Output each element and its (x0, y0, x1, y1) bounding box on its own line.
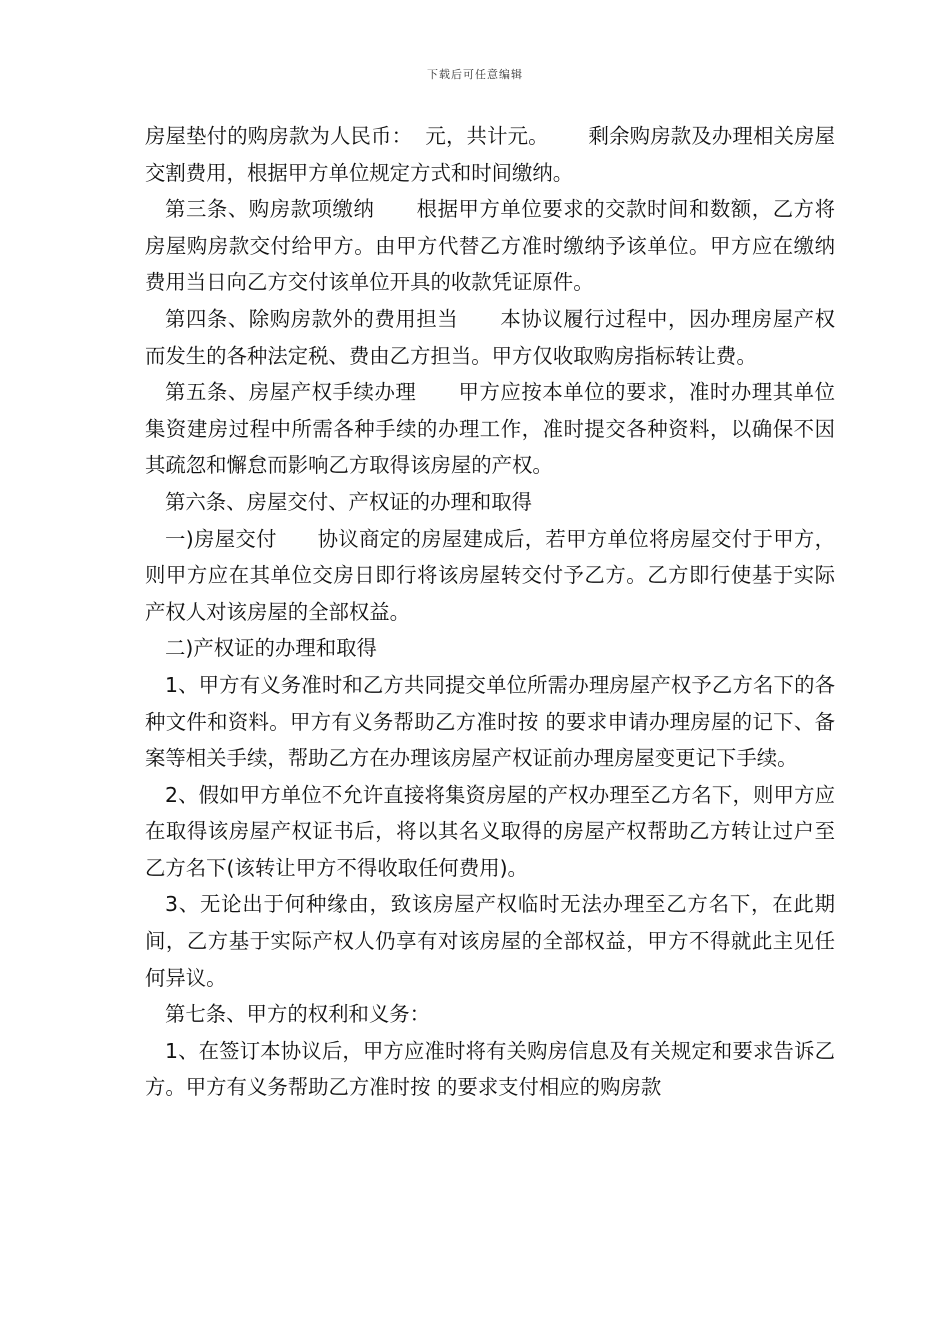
section-heading: 第六条、房屋交付、产权证的办理和取得 (165, 489, 533, 514)
sub-heading: 二)产权证的办理和取得 (165, 636, 377, 661)
paragraph: 1、甲方有义务准时和乙方共同提交单位所需办理房屋产权予乙方名下的各种文件和资料。甲方有义务帮助乙方准时按 的要求申请办理房屋的记下、备案等相关手续，帮助乙方在办理该房屋产权证前办理房屋变更记下手续。 (145, 672, 835, 771)
paragraph: 2、假如甲方单位不允许直接将集资房屋的产权办理至乙方名下，则甲方应在取得该房屋产权证书后，将以其名义取得的房屋产权帮助乙方转让过户至乙方名下(该转让甲方不得收取任何费用)。 (145, 782, 835, 880)
section-heading: 第七条、甲方的权利和义务： (165, 1002, 431, 1027)
paragraph: 第三条、购房款项缴纳 根据甲方单位要求的交款时间和数额，乙方将房屋购房款交付给甲方。由甲方代替乙方准时缴纳予该单位。甲方应在缴纳费用当日向乙方交付该单位开具的收款凭证原件。 (145, 197, 835, 295)
document-body (145, 118, 835, 1106)
paragraph: 1、在签订本协议后，甲方应准时将有关购房信息及有关规定和要求告诉乙方。甲方有义务帮助乙方准时按 的要求支付相应的购房款 (145, 1038, 835, 1100)
paragraph: 第五条、房屋产权手续办理 甲方应按本单位的要求，准时办理其单位集资建房过程中所需各种手续的办理工作，准时提交各种资料，以确保不因其疏忽和懈怠而影响乙方取得该房屋的产权。 (145, 380, 835, 478)
paragraph: 第四条、除购房款外的费用担当 本协议履行过程中，因办理房屋产权而发生的各种法定税、费由乙方担当。甲方仅收取购房指标转让费。 (145, 306, 835, 368)
paragraph: 3、无论出于何种缘由，致该房屋产权临时无法办理至乙方名下，在此期间，乙方基于实际产权人仍享有对该房屋的全部权益，甲方不得就此主见任何异议。 (145, 892, 835, 990)
paragraph: 一)房屋交付 协议商定的房屋建成后，若甲方单位将房屋交付于甲方，则甲方应在其单位交房日即行将该房屋转交付予乙方。乙方即行使基于实际产权人对该房屋的全部权益。 (145, 526, 835, 624)
header-note: 下载后可任意编辑 (427, 68, 523, 81)
paragraph: 房屋垫付的购房款为人民币： 元，共计元。 剩余购房款及办理相关房屋交割费用，根据甲方单位规定方式和时间缴纳。 (145, 124, 835, 185)
